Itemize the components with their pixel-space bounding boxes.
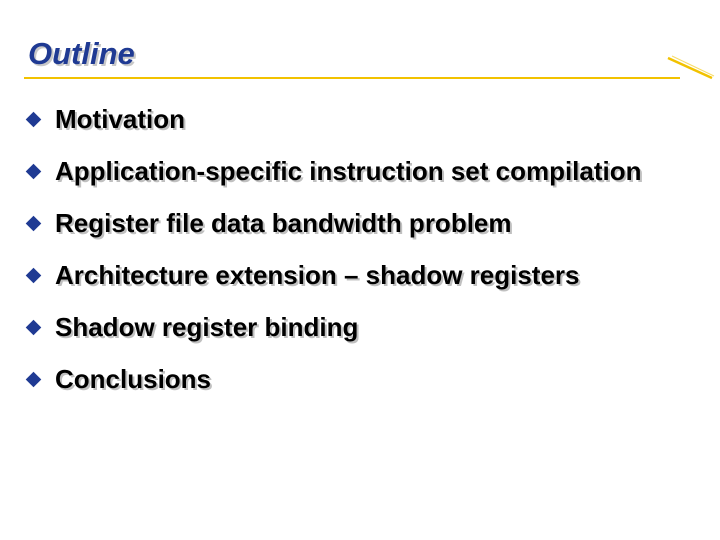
- list-item: [24, 353, 642, 405]
- title-rule: [0, 0, 720, 90]
- bullet-list: [24, 93, 642, 405]
- bullet-text: Architecture extension – shadow registers: [55, 259, 580, 290]
- bullet-text: Register file data bandwidth problem: [55, 207, 512, 238]
- diamond-bullet-icon: [26, 163, 42, 179]
- diamond-bullet-icon: [26, 111, 42, 127]
- bullet-text: Shadow register binding: [55, 311, 359, 342]
- slide-title: Outline: [28, 36, 135, 71]
- arrow-rule-icon: [668, 58, 712, 78]
- diamond-bullet-icon: [26, 267, 42, 283]
- diamond-bullet-icon: [26, 319, 42, 335]
- list-item: [24, 93, 642, 145]
- bullet-text: Conclusions: [55, 363, 212, 394]
- list-item: [24, 301, 642, 353]
- bullet-text: Motivation: [55, 103, 185, 134]
- arrow-rule-highlight: [672, 56, 714, 76]
- diamond-bullet-icon: [26, 371, 42, 387]
- diamond-bullet-icon: [26, 215, 42, 231]
- list-item: [24, 145, 642, 197]
- list-item: [24, 249, 642, 301]
- list-item: [24, 197, 642, 249]
- bullet-text: Application-specific instruction set compilation: [55, 155, 642, 186]
